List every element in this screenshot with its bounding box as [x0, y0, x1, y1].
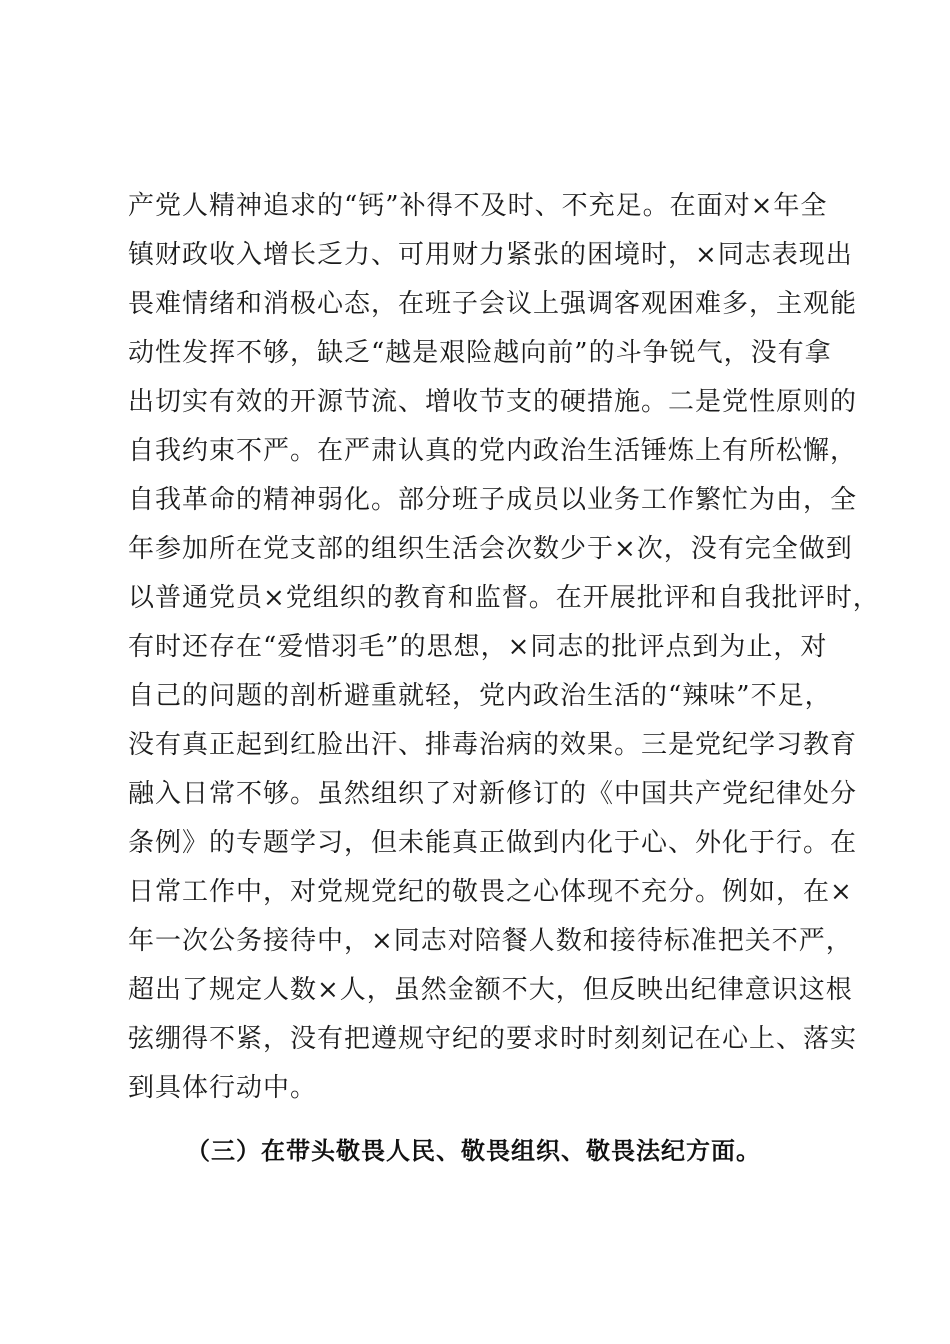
- text-line: 年参加所在党支部的组织生活会次数少于×次，没有完全做到: [128, 534, 853, 564]
- text-line: 融入日常不够。虽然组织了对新修订的《中国共产党纪律处分: [128, 779, 858, 809]
- text-line: 没有真正起到红脸出汗、排毒治病的效果。三是党纪学习教育: [128, 730, 858, 760]
- text-line: 弦绷得不紧，没有把遵规守纪的要求时时刻刻记在心上、落实: [128, 1024, 858, 1054]
- body-text: [128, 182, 880, 1113]
- text-line: 日常工作中，对党规党纪的敬畏之心体现不充分。例如，在×: [128, 877, 853, 907]
- text-line: 条例》的专题学习，但未能真正做到内化于心、外化于行。在: [128, 828, 858, 858]
- text-line: 自我约束不严。在严肃认真的党内政治生活锤炼上有所松懈，: [128, 436, 858, 466]
- text-line: 超出了规定人数×人，虽然金额不大，但反映出纪律意识这根: [128, 975, 853, 1005]
- text-line: 年一次公务接待中，×同志对陪餐人数和接待标准把关不严，: [128, 926, 853, 956]
- text-line: 出切实有效的开源节流、增收节支的硬措施。二是党性原则的: [128, 387, 858, 417]
- text-line: 畏难情绪和消极心态，在班子会议上强调客观困难多，主观能: [128, 289, 858, 319]
- text-line: 以普通党员×党组织的教育和监督。在开展批评和自我批评时，: [128, 583, 880, 613]
- text-line: 动性发挥不够，缺乏“越是艰险越向前”的斗争锐气，没有拿: [128, 338, 832, 368]
- text-line: 产党人精神追求的“钙”补得不及时、不充足。在面对×年全: [128, 191, 828, 221]
- section-heading: （三）在带头敬畏人民、敬畏组织、敬畏法纪方面。: [186, 1136, 761, 1165]
- text-line: 到具体行动中。: [128, 1073, 318, 1103]
- text-line: 有时还存在“爱惜羽毛”的思想，×同志的批评点到为止，对: [128, 632, 828, 662]
- text-line: 自我革命的精神弱化。部分班子成员以业务工作繁忙为由，全: [128, 485, 858, 515]
- text-line: 镇财政收入增长乏力、可用财力紧张的困境时，×同志表现出: [128, 240, 853, 270]
- text-line: 自己的问题的剖析避重就轻，党内政治生活的“辣味”不足，: [128, 681, 832, 711]
